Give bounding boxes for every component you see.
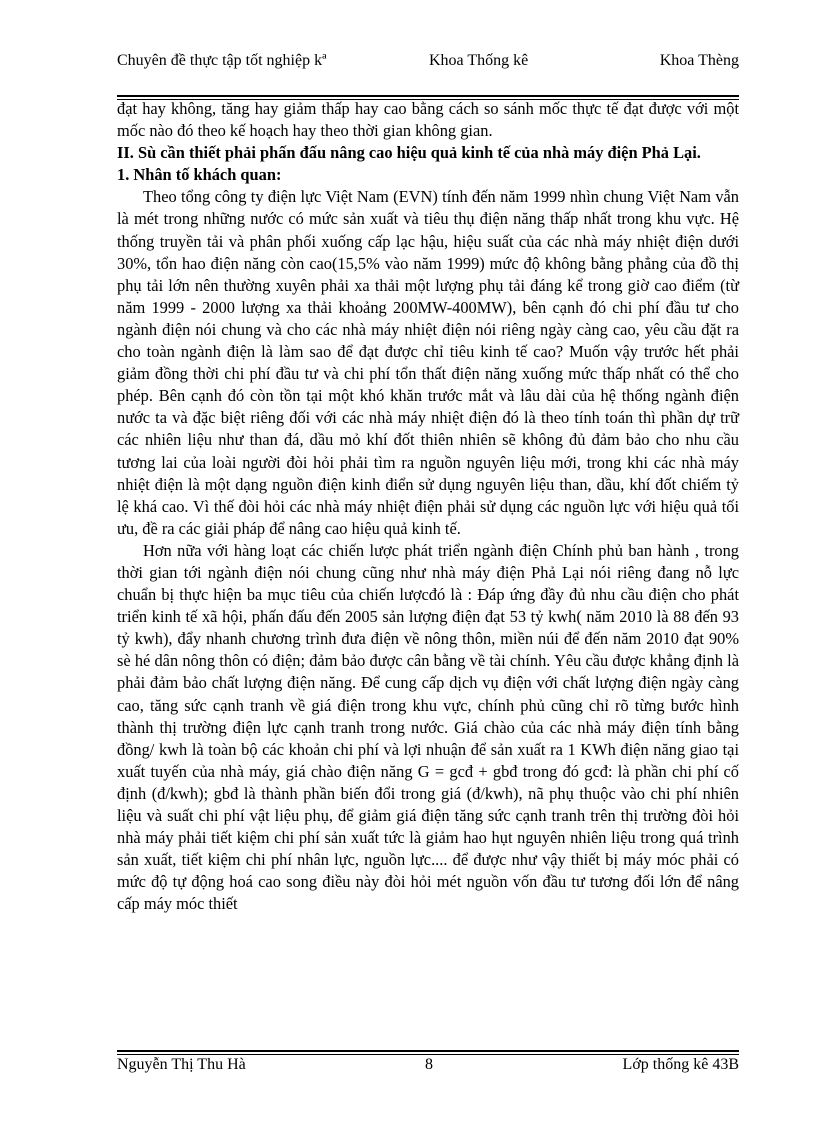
body-paragraph-2: Hơn nữa với hàng loạt các chiến lược phát triển ngành điện Chính phủ ban hành , trong thời gian tới ngành điện nói chung cũng như nhà máy điện Phả Lại nói riêng đang nỗ lực chuẩn bị thực hiện ba mục tiêu của chiến lượcđó là : Đáp ứng đầy đủ nhu cầu điện cho phát triển kinh tế xã hội, phấn đấu đến 2005 sản lượng điện đạt 53 tỷ kwh( năm 2010 là 88 đến 93 tỷ kwh), đẩy nhanh chương trình đưa điện về nông thôn, miền núi để đến năm 2010 đạt 90% sè hé dân nông thôn có điện; đảm bảo được cân bằng về tài chính. Yêu cầu được khẳng định là phải đảm bảo chất lượng điện năng. Để cung cấp dịch vụ điện với chất lượng điện ngày càng cao, tăng sức cạnh tranh về giá điện trong khu vực, chính phủ cũng chỉ rõ từng bước hình thành thị trường điện lực cạnh tranh trong nước. Giá chào của các nhà máy điện tính bằng đồng/ kwh là toàn bộ các khoản chi phí và lợi nhuận để sản xuất ra 1 KWh điện năng giao tại xuất tuyến của nhà máy, giá chào điện năng G = gcđ + gbđ trong đó gcđ: là phần chi phí cố định (đ/kwh); gbđ là thành phần biến đổi trong giá (đ/kwh), nã phụ thuộc vào chi phí nhiên liệu và suất chi phí vật liệu phụ, để giảm giá điện tăng sức cạnh tranh trên thị trường đòi hỏi nhà máy phải tiết kiệm chi phí sản xuất tức là giảm hao hụt nguyên nhiên liệu trong quá trình sản xuất, tiết kiệm chi phí nhân lực, nguồn lực.... để được như vậy thiết bị máy móc phải có mức độ tự động hoá cao song điều này đòi hỏi mét nguồn vốn đầu tư tương đối lớn để nâng cấp máy móc thiết (117, 540, 739, 914)
page-number: 8 (425, 1056, 433, 1073)
intro-paragraph: đạt hay không, tăng hay giảm thấp hay cao bằng cách so sánh mốc thực tế đạt được với một mốc nào đó theo kế hoạch hay theo thời gian không gian. (117, 99, 739, 141)
subheading: 1. Nhân tố khách quan: (117, 165, 282, 185)
section-heading: II. Sù cần thiết phải phấn đấu nâng cao hiệu quả kinh tế của nhà máy điện Phả Lại. (117, 143, 701, 163)
page-header (117, 50, 739, 94)
header-center-text: Khoa Thống kê (429, 52, 529, 69)
footer-class: Lớp thống kê 43B (622, 1056, 739, 1073)
document-body (117, 98, 739, 915)
header-right-text: Khoa Thèng (659, 52, 739, 69)
header-left-text: Chuyên đề thực tập tốt nghiệp kª (117, 52, 327, 69)
footer-author: Nguyễn Thị Thu Hà (117, 1056, 246, 1073)
body-paragraph-1: Theo tổng công ty điện lực Việt Nam (EVN) tính đến năm 1999 nhìn chung Việt Nam vẫn là mét trong những nước có mức sản xuất và tiêu thụ điện năng thấp nhất trong khu vực. Hệ thống truyền tải và phân phối xuống cấp lạc hậu, hiệu suất của các nhà máy nhiệt điện dưới 30%, tổn hao điện năng còn cao(15,5% vào năm 1999) mức độ không bằng phẳng của đồ thị phụ tải lớn nên thường xuyên phải xa thải một lượng phụ tải đáng kể trong giờ cao điểm (từ năm 1999 - 2000 lượng xa thải khoảng 200MW-400MW), bên cạnh đó chi phí đầu tư cho ngành điện nói chung và cho các nhà máy nhiệt điện nói riêng ngày càng cao, yêu cầu đặt ra cho toàn ngành điện là làm sao để đạt được chỉ tiêu kinh tế cao? Muốn vậy trước hết phải giảm đồng thời chi phí đầu tư và chi phí tổn thất điện năng xuống mức thấp nhất có thể cho phép. Bên cạnh đó còn tồn tại một khó khăn trước mắt và lâu dài của hệ thống ngành điện nước ta và đặc biệt riêng đối với các nhà máy nhiệt điện đó là theo tính toán thì phần dự trữ các nhiên liệu như than đá, dầu mỏ khí đốt thiên nhiên sẽ không đủ đảm bảo cho nhu cầu tương lai của loài người đòi hỏi phải tìm ra nguồn nguyên liệu mới, trong khi các nhà máy nhiệt điện là một dạng nguồn điện kinh điển sử dụng nguyên liệu than, dầu, khí đốt chiếm tỷ lệ khá cao. Vì thế đòi hỏi các nhà máy nhiệt điện phải sử dụng các nguồn lực với hiệu quả tối ưu, đề ra các giải pháp để nâng cao hiệu quả kinh tế. (117, 187, 739, 538)
